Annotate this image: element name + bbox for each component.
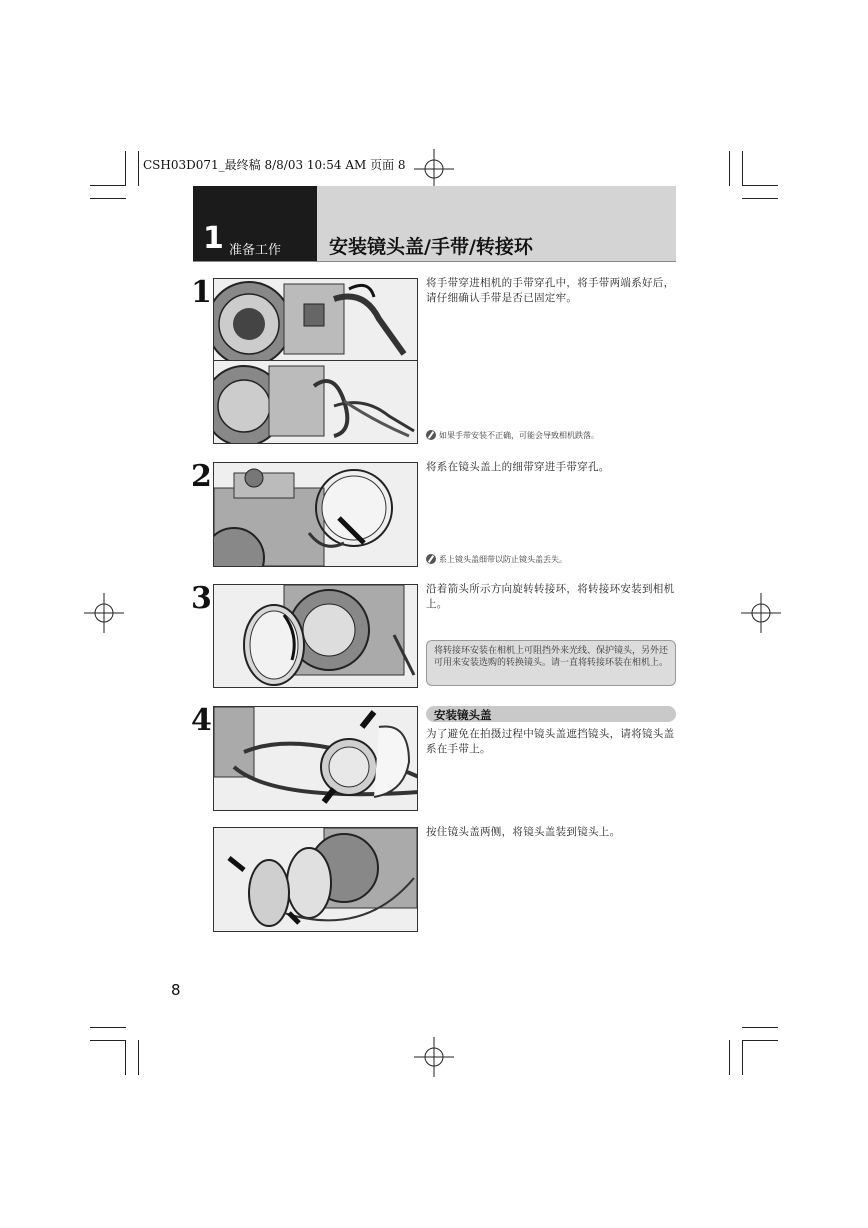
chapter-number: 1 [203,221,224,256]
registration-mark-left [84,593,124,633]
crop-mark [742,185,778,186]
step-number: 2 [191,459,212,494]
chapter-label: 准备工作 [229,243,282,258]
page-number: 8 [171,981,181,999]
step-number: 4 [191,703,212,738]
crop-mark [729,151,730,186]
title-bar [317,186,676,261]
illustration-adapter-ring [213,584,418,688]
print-slug: CSH03D071_最终稿 8/8/03 10:54 AM 页面 8 [143,158,406,172]
illustration-cap-on-strap [213,706,418,811]
adapter-ring-callout: 将转接环安装在相机上可阻挡外来光线、保护镜头，另外还可用来安装选购的转换镜头。请一直将转接环装在相机上。 [426,640,676,686]
page-title: 安装镜头盖/手带/转接环 [329,236,533,258]
crop-mark [742,151,743,186]
step-3-text: 沿着箭头所示方向旋转转接环，将转接环安装到相机上。 [426,583,675,610]
crop-mark [125,1040,126,1075]
crop-mark [138,151,139,186]
chapter-tab [193,186,317,261]
step-5-text: 按住镜头盖两侧，将镜头盖装到镜头上。 [426,826,621,838]
step-1-text: 将手带穿进相机的手带穿孔中，将手带两端系好后，请仔细确认手带是否已固定牢。 [426,277,675,304]
step-2-text: 将系在镜头盖上的细带穿进手带穿孔。 [426,461,610,473]
crop-mark [742,1027,778,1028]
caution-icon [426,430,436,440]
crop-mark [742,1040,743,1075]
illustration-lens-cap-cord [213,462,418,567]
step-number: 1 [191,275,212,310]
caution-icon [426,554,436,564]
step-4-text: 为了避免在拍摄过程中镜头盖遮挡镜头，请将镜头盖系在手带上。 [426,728,675,755]
crop-mark [90,185,126,186]
crop-mark [90,198,126,199]
registration-mark-top [414,149,454,189]
step-1-note [426,430,678,441]
illustration-strap-threading [213,278,418,361]
note-text: 如果手带安装不正确，可能会导致相机跌落。 [439,431,599,440]
step-2-note [426,554,678,565]
registration-mark-bottom [414,1037,454,1077]
section-heading-text: 安装镜头盖 [434,708,492,722]
step-number: 3 [191,581,212,616]
illustration-strap-tied [213,360,418,444]
title-rule [193,261,676,262]
section-heading-lens-cap [426,706,676,722]
crop-mark [742,1040,778,1041]
illustration-attach-lens-cap [213,827,418,932]
note-text: 系上镜头盖细带以防止镜头盖丢失。 [439,555,567,564]
crop-mark [729,1040,730,1075]
crop-mark [138,1040,139,1075]
registration-mark-right [741,593,781,633]
crop-mark [90,1040,126,1041]
crop-mark [742,198,778,199]
crop-mark [125,151,126,186]
crop-mark [90,1027,126,1028]
